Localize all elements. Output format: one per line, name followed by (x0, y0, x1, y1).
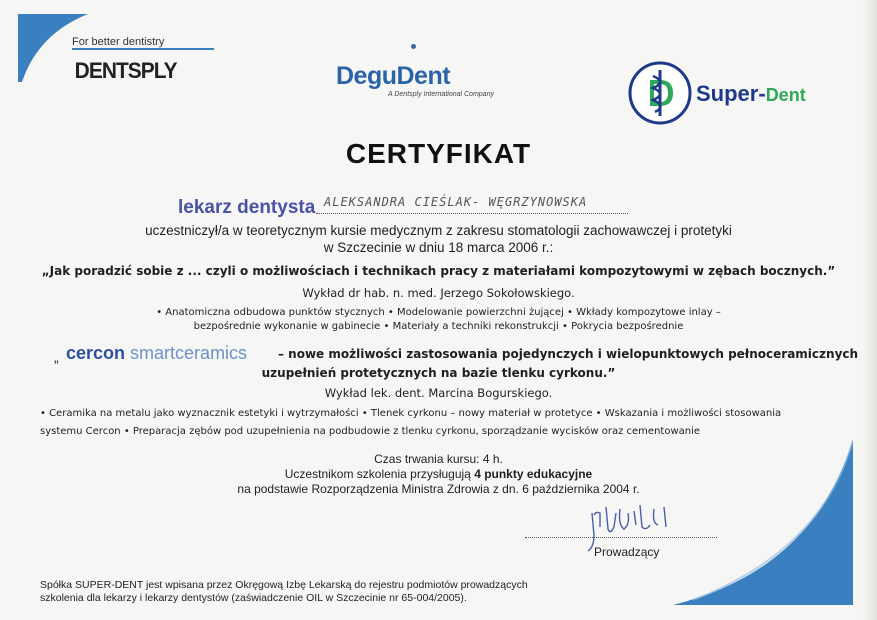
degudent-dot-icon (411, 44, 416, 49)
signature-label: Prowadzący (594, 545, 660, 559)
degudent-logo: DeguDent (336, 62, 451, 90)
footer-line-2: szkolenia dla lekarzy i lekarzy dentystów (zaświadczenie OIL w Szczecinie nr 65-004/2005). (40, 592, 467, 604)
cercon-smartceramics-logo: cercon smartceramics (66, 343, 248, 363)
course1-lecturer: Wykład dr hab. n. med. Jerzego Sokołowskiego. (302, 286, 575, 300)
course2-topics-line-2: systemu Cercon • Preparacja zębów pod uzupełnienia na podbudowie z tlenku cyrkonu, sporządzanie wycisków oraz cementowanie (40, 426, 701, 437)
recipient-dotted-line (316, 213, 628, 214)
course2-lecturer: Wykład lek. dent. Marcina Bogurskiego. (324, 386, 553, 400)
superdent-logo: Super-Dent (696, 81, 806, 106)
footer-note (40, 579, 528, 605)
intro-line-1: uczestniczył/a w teoretycznym kursie medycznym z zakresu stomatologii zachowawczej i protetyki (145, 223, 732, 238)
recipient-name: ALEKSANDRA CIEŚLAK- WĘGRZYNOWSKA (324, 195, 588, 209)
course2-title-line-2: uzupełnień protetycznych na bazie tlenku cyrkonu.” (261, 366, 616, 380)
regulation-note: na podstawie Rozporządzenia Ministra Zdrowia z dn. 6 października 2004 r. (237, 482, 640, 496)
superdent-emblem-icon (627, 60, 693, 126)
certificate-title: CERTYFIKAT (345, 138, 532, 169)
signature-dotted-line (525, 537, 717, 538)
recipient-label: lekarz dentysta (178, 197, 316, 218)
footer-line-1: Spółka SUPER-DENT jest wpisana przez Okręgową Izbę Lekarską do rejestru podmiotów prowadzących (40, 579, 528, 591)
course1-topics-line-1: • Anatomiczna odbudowa punktów stycznych • Modelowanie powierzchni żującej • Wkłady kompozytowe inlay – (156, 307, 721, 318)
course1-title: „Jak poradzić sobie z ... czyli o możliwościach i technikach pracy z materiałami kompozytowymi w zębach bocznych.” (41, 264, 836, 278)
intro-line-2: w Szczecinie w dniu 18 marca 2006 r.: (323, 240, 554, 255)
dentsply-logo: DENTSPLY (74, 58, 177, 83)
education-points: Uczestnikom szkolenia przysługują 4 punkty edukacyjne (284, 467, 593, 481)
course2-topics-line-1: • Ceramika na metalu jako wyznacznik estetyki i wytrzymałości • Tlenek cyrkonu – nowy materiał w protetyce • Wskazania i możliwości stosowania (40, 408, 782, 419)
course-duration: Czas trwania kursu: 4 h. (374, 452, 503, 466)
course2-title-line-1: – nowe możliwości zastosowania pojedynczych i wielopunktowych pełnoceramicznych (278, 347, 859, 361)
dentsply-divider (72, 48, 214, 50)
dentsply-tagline: For better dentistry (72, 36, 165, 48)
course2-open-quote: „ (54, 349, 59, 365)
course1-topics-line-2: bezpośrednie wykonanie w gabinecie • Materiały a techniki rekonstrukcji • Pokrycia bezpośrednie (193, 321, 684, 332)
degudent-subtitle: A Dentsply International Company (388, 91, 494, 98)
